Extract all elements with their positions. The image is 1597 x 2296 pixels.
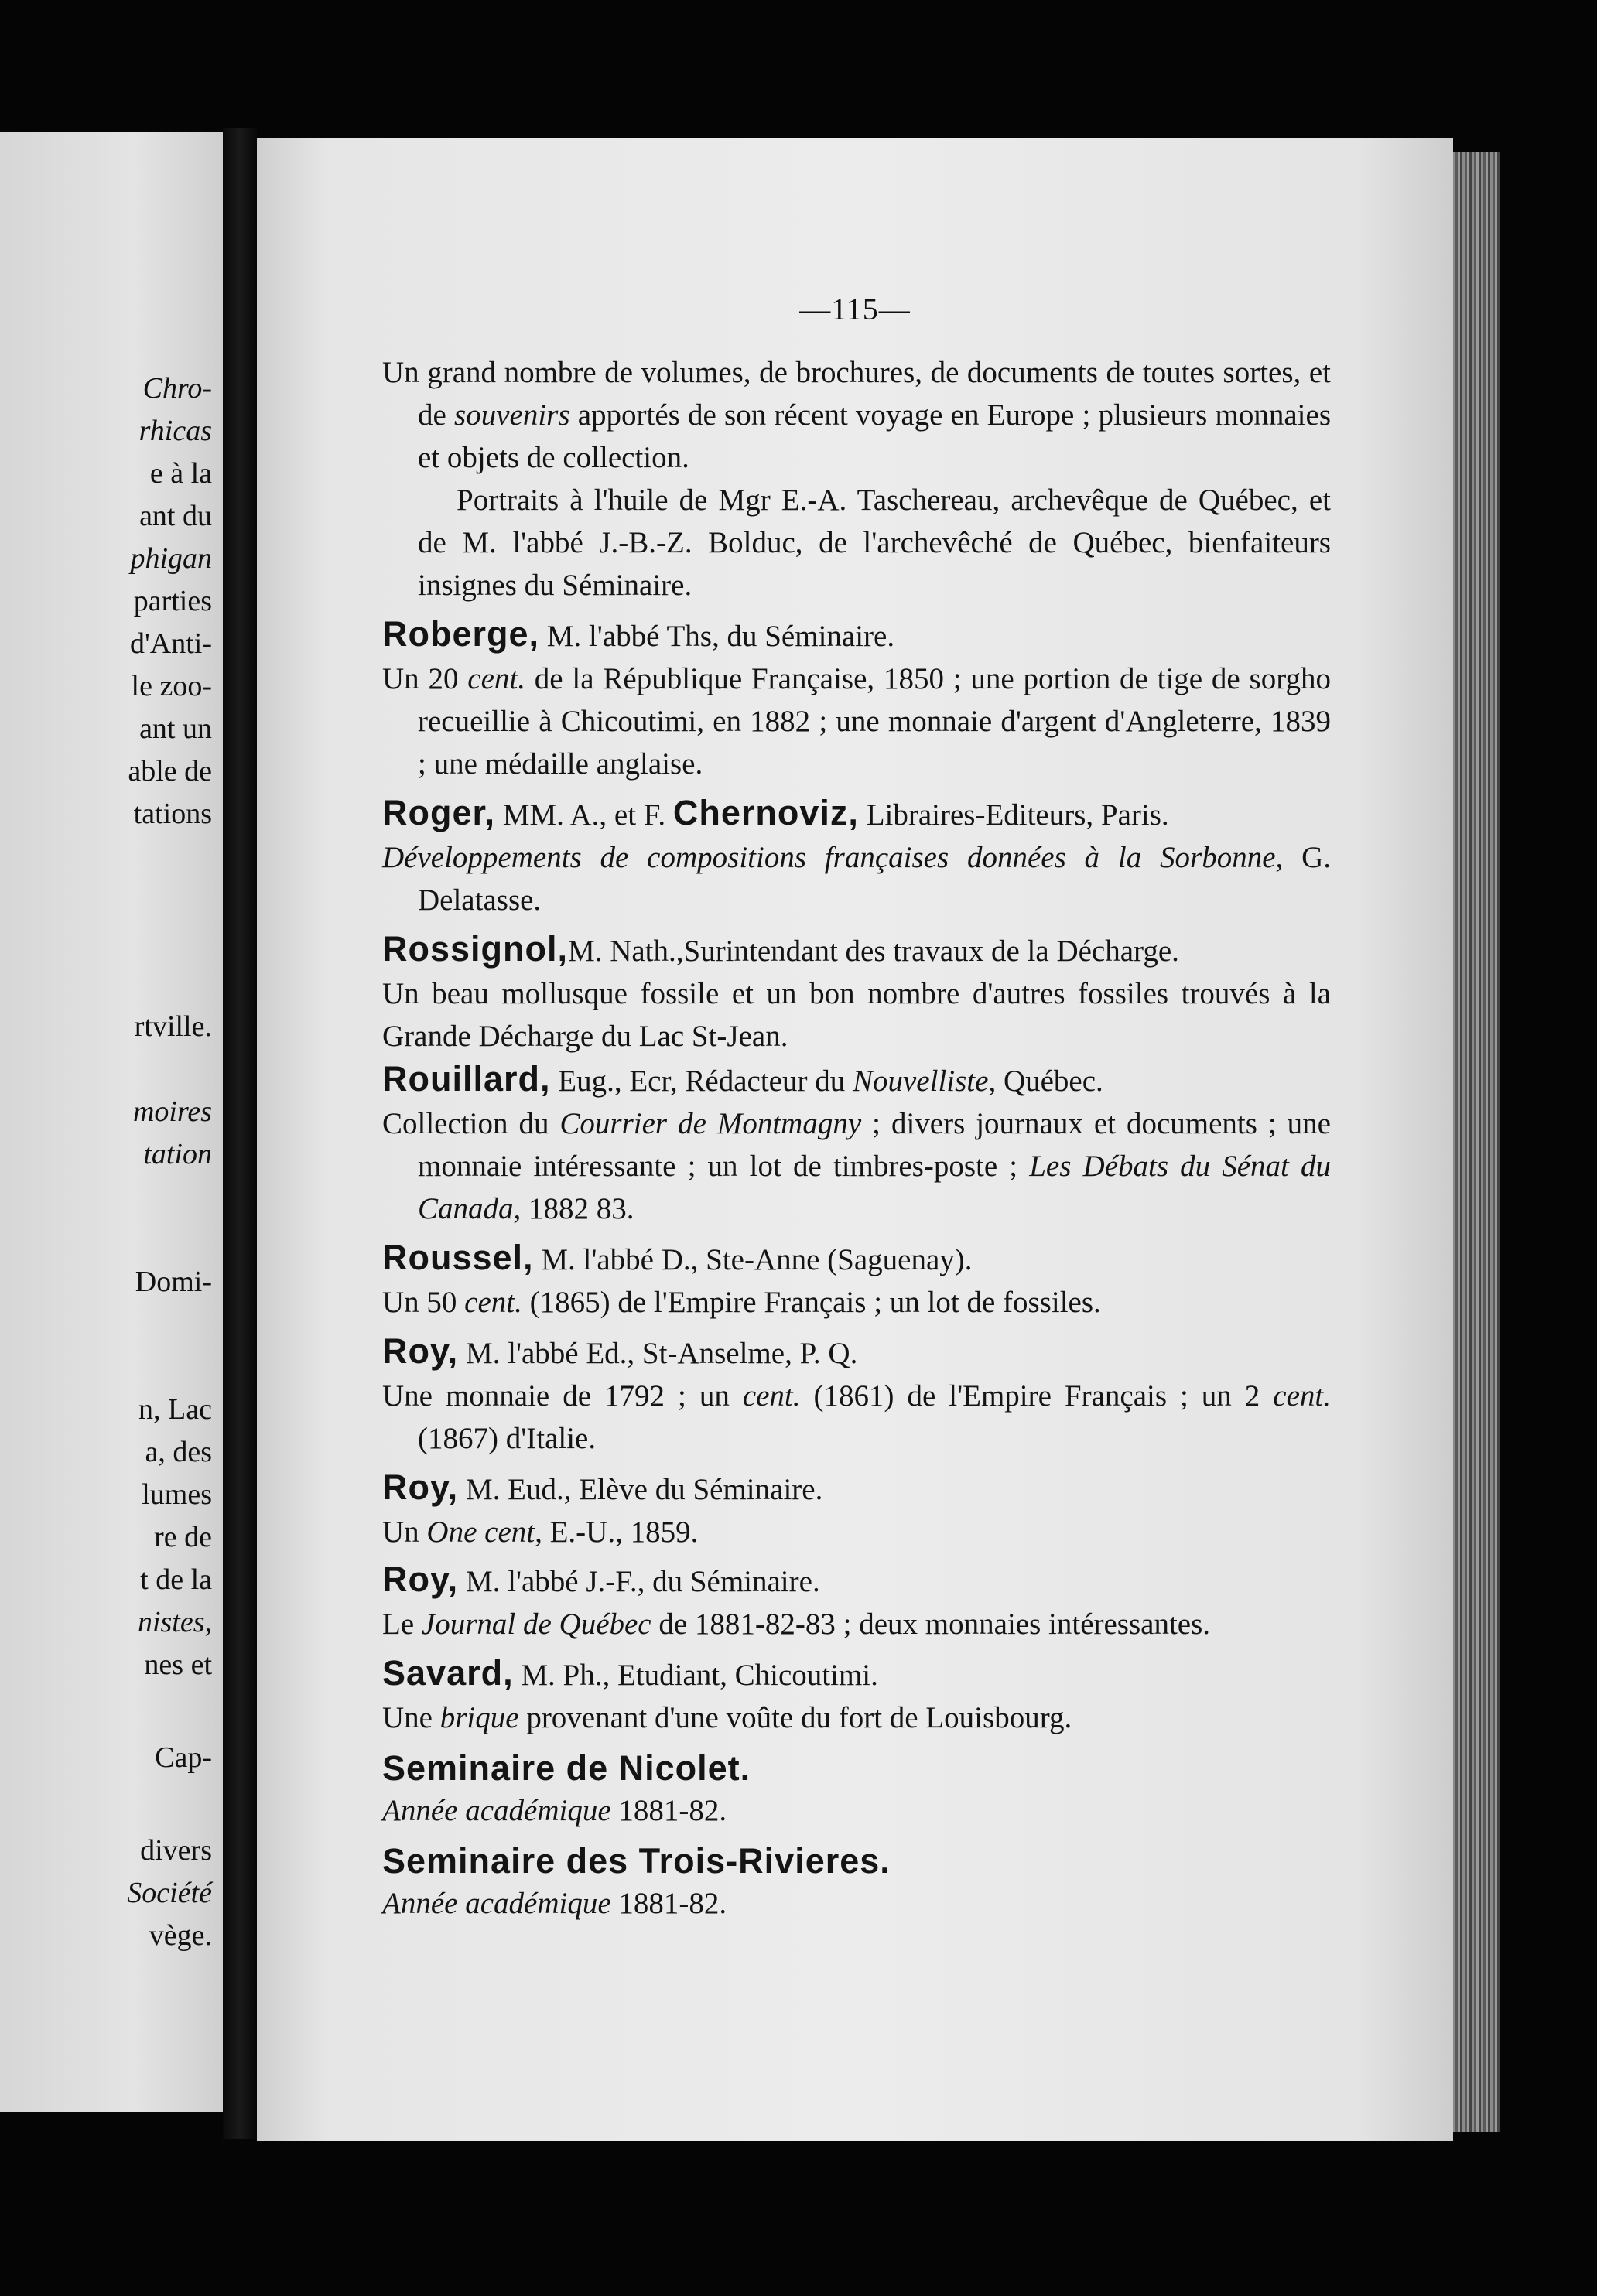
left-page-line: Domi-	[135, 1266, 212, 1298]
left-page-line: tation	[143, 1138, 212, 1170]
left-page-line: able de	[128, 755, 212, 788]
left-page-line: Société	[127, 1877, 212, 1909]
left-page-line: phigan	[130, 542, 212, 575]
page-content	[382, 351, 1331, 1925]
book-gutter	[223, 128, 257, 2139]
left-page-line: divers	[140, 1834, 212, 1867]
donor-roger: Roger, MM. A., et F. Chernoviz, Libraires-Editeurs, Paris.	[382, 793, 1169, 832]
left-page-fragment	[0, 132, 223, 2112]
left-page-line: nes et	[144, 1649, 212, 1681]
donor-roussel: Roussel, M. l'abbé D., Ste-Anne (Saguenay).	[382, 1238, 973, 1277]
donation-roy-ed: Une monnaie de 1792 ; un cent. (1861) de l'Empire Français ; un 2 cent. (1867) d'Italie.	[382, 1379, 1331, 1455]
left-page-line: t de la	[140, 1563, 212, 1596]
donor-rossignol: Rossignol,M. Nath.,Surintendant des travaux de la Décharge.	[382, 929, 1179, 969]
donor-roy-ed: Roy, M. l'abbé Ed., St-Anselme, P. Q.	[382, 1331, 858, 1371]
left-page-line: Cap-	[155, 1741, 212, 1774]
donor-seminaire-trois-rivieres: Seminaire des Trois-Rivieres.	[382, 1841, 891, 1881]
donor-seminaire-nicolet: Seminaire de Nicolet.	[382, 1748, 751, 1788]
donation-roy-jf: Le Journal de Québec de 1881-82-83 ; deux monnaies intéressantes.	[382, 1608, 1211, 1641]
left-page-line: nistes,	[137, 1606, 212, 1638]
left-page-line: Chro-	[142, 372, 212, 405]
donor-roy-jf: Roy, M. l'abbé J.-F., du Séminaire.	[382, 1560, 820, 1599]
page-edge-stack	[1453, 152, 1500, 2132]
left-page-line: tations	[133, 798, 212, 830]
book-page	[257, 138, 1453, 2141]
left-page-line: rhicas	[138, 415, 212, 447]
left-page-line: moires	[132, 1095, 212, 1128]
left-page-line: e à la	[149, 457, 212, 490]
donor-rouillard: Rouillard, Eug., Ecr, Rédacteur du Nouvelliste, Québec.	[382, 1059, 1103, 1098]
donation-roy-eud: Un One cent, E.-U., 1859.	[382, 1515, 699, 1549]
left-page-line: a, des	[145, 1436, 212, 1468]
left-page-line: re de	[154, 1521, 212, 1553]
left-page-line: rtville.	[134, 1010, 212, 1043]
page-number: —115—	[799, 292, 911, 326]
donation-seminaire-nicolet: Année académique 1881-82.	[382, 1794, 727, 1827]
left-page-line: ant du	[139, 500, 212, 532]
donation-roger: Développements de compositions françaises données à la Sorbonne, G. Delatasse.	[382, 841, 1331, 917]
donor-roberge: Roberge, M. l'abbé Ths, du Séminaire.	[382, 614, 895, 654]
donation-roberge: Un 20 cent. de la République Française, 1850 ; une portion de tige de sorgho recueillie à Chicoutimi, en 1882 ; une monnaie d'argent d'Angleterre, 1839 ; une médaille anglaise.	[382, 662, 1331, 781]
left-page-line: le zoo-	[131, 670, 212, 702]
left-page-line: lumes	[142, 1478, 212, 1511]
intro-paragraph-1: Un grand nombre de volumes, de brochures, de documents de toutes sortes, et de souvenirs apportés de son récent voyage en Europe ; plusieurs monnaies et objets de collection.	[382, 356, 1331, 474]
left-page-line: ant un	[139, 712, 212, 745]
donor-roy-eud: Roy, M. Eud., Elève du Séminaire.	[382, 1467, 823, 1507]
donation-rossignol: Un beau mollusque fossile et un bon nombre d'autres fossiles trouvés à la Grande Décharge du Lac St-Jean.	[382, 977, 1331, 1053]
left-page-line: parties	[133, 585, 212, 617]
intro-paragraph-2: Portraits à l'huile de Mgr E.-A. Taschereau, archevêque de Québec, et de M. l'abbé J.-B.-Z. Bolduc, de l'archevêché de Québec, bienfaiteurs insignes du Séminaire.	[418, 483, 1331, 602]
donation-savard: Une brique provenant d'une voûte du fort de Louisbourg.	[382, 1701, 1072, 1734]
left-page-line: vège.	[149, 1919, 212, 1952]
donation-roussel: Un 50 cent. (1865) de l'Empire Français ; un lot de fossiles.	[382, 1286, 1101, 1319]
left-page-line: d'Anti-	[129, 627, 212, 660]
donation-rouillard: Collection du Courrier de Montmagny ; divers journaux et documents ; une monnaie intéressante ; un lot de timbres-poste ; Les Débats du Sénat du Canada, 1882 83.	[382, 1107, 1331, 1225]
donor-savard: Savard, M. Ph., Etudiant, Chicoutimi.	[382, 1653, 878, 1693]
donation-seminaire-trois-rivieres: Année académique 1881-82.	[382, 1887, 727, 1920]
left-page-line: n, Lac	[138, 1393, 212, 1426]
